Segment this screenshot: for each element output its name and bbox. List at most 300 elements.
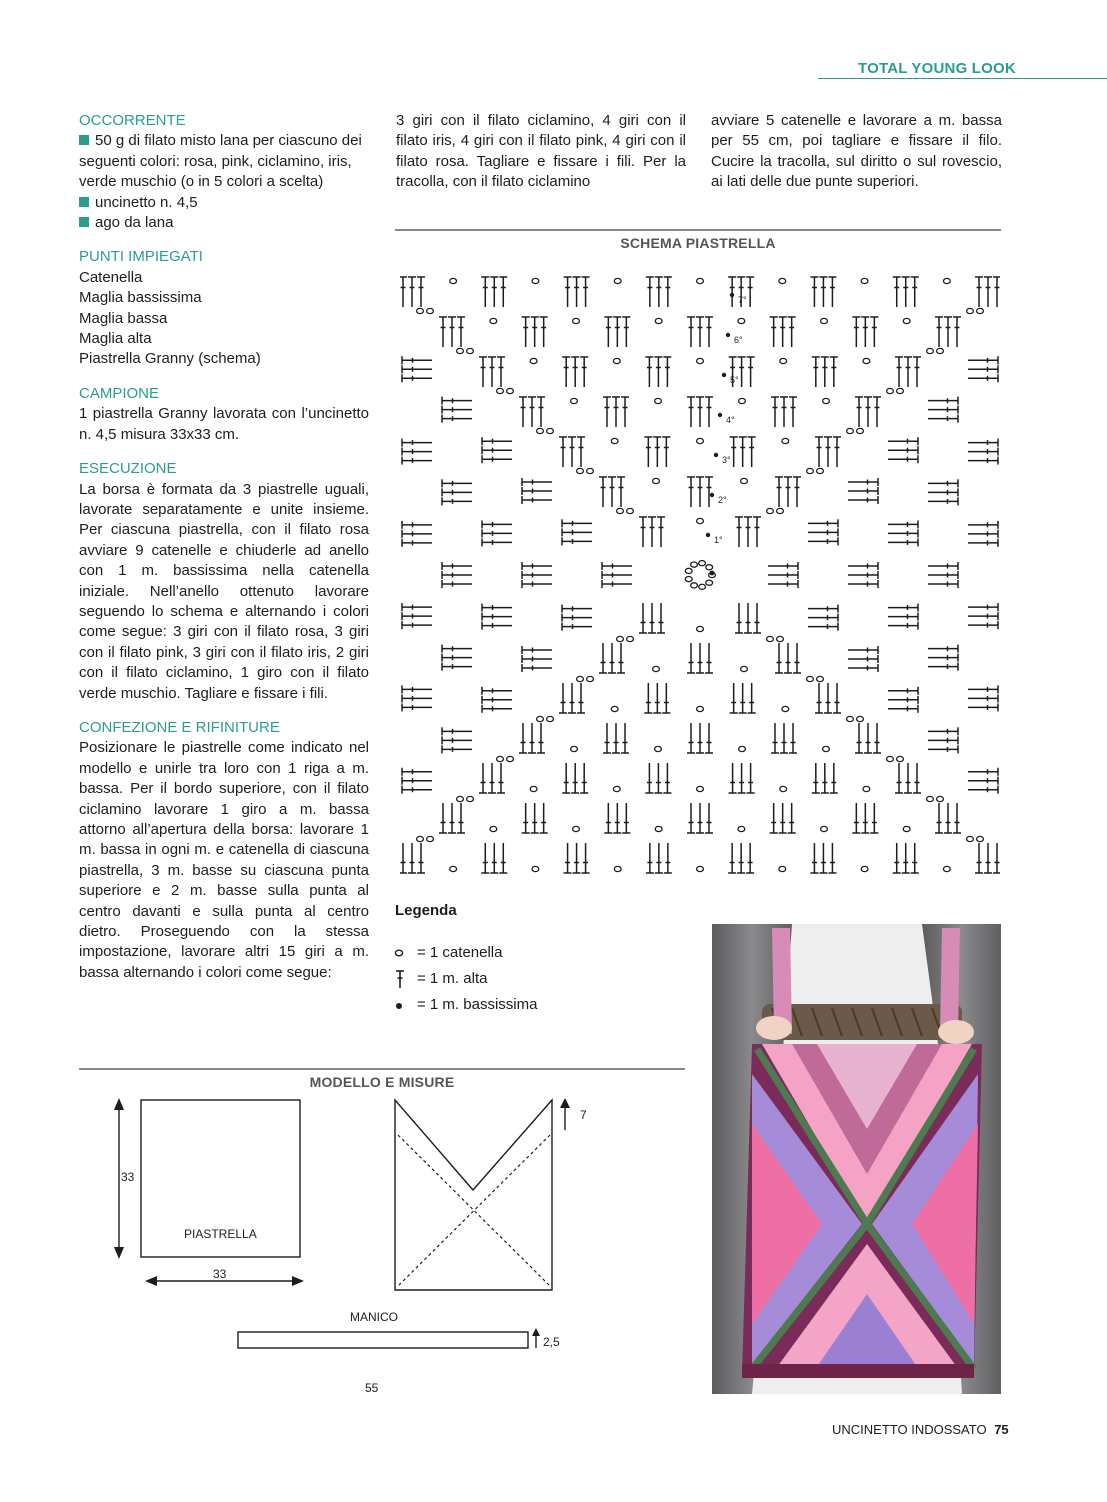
alta-symbol <box>687 317 695 347</box>
alta-symbol <box>873 723 881 753</box>
maglia-alta-icon <box>393 969 417 989</box>
alta-symbol <box>848 562 878 570</box>
alta-symbol <box>562 537 592 545</box>
alta-symbol <box>852 803 860 833</box>
alta-symbol <box>911 843 919 873</box>
alta-symbol <box>417 277 425 307</box>
catenella-symbol <box>571 746 578 751</box>
alta-symbol <box>442 415 472 423</box>
catenella-symbol <box>547 428 554 433</box>
catenella-symbol <box>450 866 457 871</box>
alta-symbol <box>888 705 918 713</box>
alta-symbol <box>895 763 903 793</box>
alta-symbol <box>904 357 912 387</box>
alta-symbol <box>482 520 512 528</box>
alta-symbol <box>928 397 958 405</box>
punti-item: Maglia alta <box>79 330 152 348</box>
alta-symbol <box>617 643 625 673</box>
catenella-symbol <box>780 358 787 363</box>
alta-symbol <box>580 357 588 387</box>
alta-symbol <box>442 488 472 496</box>
catenella-symbol <box>697 278 704 283</box>
bag-photo <box>712 924 1001 1394</box>
catenella-symbol <box>823 398 830 403</box>
alta-symbol <box>913 357 921 387</box>
alta-symbol <box>439 803 447 833</box>
alta-symbol <box>608 477 616 507</box>
column-middle-text: 3 giri con il filato ciclamino, 4 giri con il filato iris, 4 giri con il filato pink, 4 giri con il filato rosa. Tagliare e fissare i fili. Per la tracolla, con il filato ciclamino <box>396 112 686 191</box>
alta-symbol <box>928 580 958 588</box>
catenella-symbol <box>697 626 704 631</box>
alta-symbol <box>522 562 552 570</box>
alta-symbol <box>687 803 695 833</box>
alta-symbol <box>687 397 695 427</box>
catenella-symbol <box>530 358 537 363</box>
alta-symbol <box>911 277 919 307</box>
alta-symbol <box>888 455 918 463</box>
tile-width-label: 33 <box>213 1267 227 1281</box>
punti-item: Maglia bassissima <box>79 289 202 307</box>
catenella-symbol <box>655 746 662 751</box>
catenella-symbol <box>779 866 786 871</box>
alta-symbol <box>819 277 827 307</box>
catenella-symbol <box>427 308 434 313</box>
catenella-symbol <box>739 746 746 751</box>
alta-symbol <box>490 843 498 873</box>
alta-symbol <box>653 437 661 467</box>
catenella-symbol <box>467 796 474 801</box>
catenella-symbol <box>627 508 634 513</box>
catenella-symbol <box>497 388 504 393</box>
alta-symbol <box>488 763 496 793</box>
legend <box>393 940 537 1018</box>
catenella-symbol <box>863 786 870 791</box>
alta-symbol <box>968 777 998 785</box>
alta-symbol <box>828 843 836 873</box>
alta-symbol <box>562 605 592 613</box>
alta-symbol <box>559 683 567 713</box>
alta-symbol <box>913 763 921 793</box>
alta-symbol <box>848 664 878 672</box>
legend-label: = 1 m. bassissima <box>417 996 538 1013</box>
catenella-symbol <box>417 836 424 841</box>
catenella-symbol <box>937 796 944 801</box>
occorrente-item: 50 g di filato misto lana per ciascuno dei seguenti colori: rosa, pink, ciclamino, iris, verde muschio (o in 5 colori a scelta) <box>79 131 369 192</box>
catenella-symbol <box>537 716 544 721</box>
catenella-symbol <box>617 636 624 641</box>
alta-symbol <box>646 277 654 307</box>
alta-symbol <box>402 457 432 465</box>
catenella-symbol <box>977 836 984 841</box>
bassissima-symbol <box>726 333 730 337</box>
alta-symbol <box>968 603 998 611</box>
alta-symbol <box>621 397 629 427</box>
strap-label: MANICO <box>350 1310 398 1324</box>
alta-symbol <box>746 843 754 873</box>
alta-symbol <box>602 562 632 570</box>
alta-symbol <box>522 317 530 347</box>
catenella-symbol <box>927 348 934 353</box>
alta-symbol <box>895 357 903 387</box>
catenella-symbol <box>691 562 698 567</box>
alta-symbol <box>482 529 512 537</box>
schema-rule <box>395 229 1001 231</box>
alta-symbol <box>577 683 585 713</box>
alta-symbol <box>482 604 512 612</box>
alta-symbol <box>928 479 958 487</box>
catenella-symbol <box>497 756 504 761</box>
alta-symbol <box>612 397 620 427</box>
alta-symbol <box>888 687 918 695</box>
alta-symbol <box>928 562 958 570</box>
catenella-symbol <box>697 518 704 523</box>
occorrente-title: OCCORRENTE <box>79 112 186 129</box>
round-label: 5° <box>730 375 739 385</box>
catenella-symbol <box>587 676 594 681</box>
catenella-symbol <box>863 358 870 363</box>
alta-symbol <box>522 580 552 588</box>
alta-symbol <box>402 694 432 702</box>
alta-symbol <box>448 317 456 347</box>
alta-symbol <box>442 645 472 653</box>
bassissima-symbol <box>710 493 714 497</box>
alta-symbol <box>522 646 552 654</box>
catenella-symbol <box>653 666 660 671</box>
alta-symbol <box>564 843 572 873</box>
punti-item: Catenella <box>79 268 143 286</box>
alta-symbol <box>812 357 820 387</box>
catenella-symbol <box>887 388 894 393</box>
alta-symbol <box>663 357 671 387</box>
alta-symbol <box>705 643 713 673</box>
column-left <box>79 111 369 983</box>
alta-symbol <box>499 843 507 873</box>
alta-symbol <box>402 786 432 794</box>
alta-symbol <box>753 603 761 633</box>
alta-symbol <box>402 703 432 711</box>
alta-symbol <box>928 488 958 496</box>
catenella-symbol <box>697 786 704 791</box>
alta-symbol <box>522 803 530 833</box>
alta-symbol <box>402 777 432 785</box>
alta-symbol <box>824 683 832 713</box>
punti-item: Piastrella Granny (schema) <box>79 350 261 368</box>
catenella-symbol <box>943 278 950 283</box>
alta-symbol <box>808 605 838 613</box>
alta-symbol <box>522 571 552 579</box>
alta-symbol <box>788 317 796 347</box>
bassissima-symbol <box>710 571 715 576</box>
alta-symbol <box>810 277 818 307</box>
alta-symbol <box>562 623 592 631</box>
alta-symbol <box>848 478 878 486</box>
alta-symbol <box>855 723 863 753</box>
alta-symbol <box>808 528 838 536</box>
alta-symbol <box>562 519 592 527</box>
catenella-symbol <box>617 508 624 513</box>
bassissima-symbol <box>730 293 734 297</box>
alta-symbol <box>519 723 527 753</box>
alta-symbol <box>861 803 869 833</box>
legend-row <box>393 940 537 966</box>
alta-symbol <box>729 763 737 793</box>
alta-symbol <box>442 571 472 579</box>
alta-symbol <box>888 604 918 612</box>
catenella-symbol <box>821 318 828 323</box>
catenella-symbol <box>817 676 824 681</box>
alta-symbol <box>830 763 838 793</box>
alta-symbol <box>482 446 512 454</box>
catenella-symbol <box>777 508 784 513</box>
alta-symbol <box>705 317 713 347</box>
catenella-symbol <box>927 796 934 801</box>
alta-symbol <box>821 763 829 793</box>
catenella-symbol <box>573 318 580 323</box>
alta-symbol <box>537 397 545 427</box>
alta-symbol <box>402 685 432 693</box>
alta-symbol <box>402 612 432 620</box>
alta-symbol <box>848 580 878 588</box>
alta-symbol <box>654 763 662 793</box>
alta-symbol <box>612 723 620 753</box>
round-label: 4° <box>726 415 735 425</box>
catenella-symbol <box>782 706 789 711</box>
alta-symbol <box>746 277 754 307</box>
alta-symbol <box>519 397 527 427</box>
alta-symbol <box>687 643 695 673</box>
alta-symbol <box>439 317 447 347</box>
esecuzione-text: La borsa è formata da 3 piastrelle uguali, lavorate separatamente e unite insieme. Per ciascuna piastrella, con il filato rosa avviare 9 catenelle e chiuderle ad anello con 1 m. bassissima nella catenella iniziale. Nell’anello ottenuto lavorare seguendo lo schema e alternando i colori come segue: 3 giri con il filato rosa, 3 giri con il filato pink, 3 giri con il filato iris, 2 giri con il filato ciclamino, 1 giro con il filato verde muschio. Tagliare e fissare i fili. <box>79 480 369 702</box>
footer <box>832 1422 1009 1437</box>
alta-symbol <box>739 683 747 713</box>
alta-symbol <box>848 646 878 654</box>
alta-symbol <box>479 763 487 793</box>
alta-symbol <box>968 768 998 776</box>
alta-symbol <box>705 723 713 753</box>
alta-symbol <box>784 477 792 507</box>
alta-symbol <box>705 477 713 507</box>
catenella-symbol <box>655 826 662 831</box>
alta-symbol <box>696 803 704 833</box>
alta-symbol <box>482 538 512 546</box>
alta-symbol <box>582 843 590 873</box>
catenella-symbol <box>739 398 746 403</box>
alta-symbol <box>928 745 958 753</box>
alta-symbol <box>744 603 752 633</box>
catenella-symbol <box>611 706 618 711</box>
legend-title: Legenda <box>395 902 457 919</box>
round-label: 1° <box>714 535 723 545</box>
alta-symbol <box>730 437 738 467</box>
alta-symbol <box>968 539 998 547</box>
alta-symbol <box>848 496 878 504</box>
alta-symbol <box>402 356 432 364</box>
alta-symbol <box>737 843 745 873</box>
catenella-symbol <box>903 318 910 323</box>
alta-symbol <box>602 580 632 588</box>
granny-chart <box>400 270 1000 890</box>
catenella-symbol <box>767 508 774 513</box>
alta-symbol <box>768 580 798 588</box>
catenella-symbol <box>613 358 620 363</box>
alta-symbol <box>655 843 663 873</box>
alta-symbol <box>408 843 416 873</box>
alta-symbol <box>873 397 881 427</box>
catenella-icon <box>393 943 417 963</box>
occorrente-item: ago da lana <box>79 213 369 233</box>
modello-caption: MODELLO E MISURE <box>309 1074 455 1090</box>
alta-symbol <box>748 683 756 713</box>
alta-symbol <box>928 406 958 414</box>
alta-symbol <box>482 687 512 695</box>
alta-symbol <box>935 317 943 347</box>
alta-symbol <box>968 685 998 693</box>
alta-symbol <box>537 723 545 753</box>
alta-symbol <box>577 437 585 467</box>
alta-symbol <box>935 803 943 833</box>
alta-symbol <box>888 446 918 454</box>
catenella-symbol <box>530 786 537 791</box>
alta-symbol <box>442 663 472 671</box>
catenella-symbol <box>457 348 464 353</box>
alta-symbol <box>490 277 498 307</box>
alta-symbol <box>828 277 836 307</box>
alta-symbol <box>738 763 746 793</box>
alta-symbol <box>442 397 472 405</box>
alta-symbol <box>775 477 783 507</box>
round-label: 7° <box>738 295 747 305</box>
alta-symbol <box>747 763 755 793</box>
alta-symbol <box>639 517 647 547</box>
section-tag: TOTAL YOUNG LOOK <box>858 60 1016 77</box>
alta-symbol <box>888 696 918 704</box>
alta-symbol <box>644 437 652 467</box>
alta-symbol <box>644 683 652 713</box>
catenella-symbol <box>699 561 706 566</box>
alta-symbol <box>824 437 832 467</box>
alta-symbol <box>812 763 820 793</box>
catenella-symbol <box>577 468 584 473</box>
alta-symbol <box>657 603 665 633</box>
alta-symbol <box>821 357 829 387</box>
alta-symbol <box>662 437 670 467</box>
alta-symbol <box>664 843 672 873</box>
catenella-symbol <box>532 866 539 871</box>
alta-symbol <box>730 683 738 713</box>
alta-symbol <box>928 645 958 653</box>
alta-symbol <box>904 763 912 793</box>
alta-symbol <box>497 357 505 387</box>
catenella-symbol <box>782 438 789 443</box>
alta-symbol <box>968 374 998 382</box>
alta-symbol <box>482 705 512 713</box>
alta-symbol <box>953 317 961 347</box>
alta-symbol <box>488 357 496 387</box>
catenella-symbol <box>857 428 864 433</box>
legend-row <box>393 992 537 1018</box>
alta-symbol <box>603 723 611 753</box>
size-diagram <box>95 1090 615 1400</box>
alta-symbol <box>793 643 801 673</box>
alta-symbol <box>402 621 432 629</box>
bag-height-label: 7 <box>580 1108 587 1122</box>
strap-length-label: 55 <box>365 1381 379 1395</box>
alta-symbol <box>975 843 983 873</box>
alta-symbol <box>522 655 552 663</box>
alta-symbol <box>482 622 512 630</box>
alta-symbol <box>582 277 590 307</box>
catenella-symbol <box>490 318 497 323</box>
page-number: 75 <box>994 1422 1009 1437</box>
alta-symbol <box>779 317 787 347</box>
alta-symbol <box>562 528 592 536</box>
alta-symbol <box>928 415 958 423</box>
alta-symbol <box>953 803 961 833</box>
alta-symbol <box>562 763 570 793</box>
alta-symbol <box>984 843 992 873</box>
alta-symbol <box>522 664 552 672</box>
round-label: 6° <box>734 335 743 345</box>
alta-symbol <box>402 448 432 456</box>
catenella-symbol <box>967 308 974 313</box>
occorrente-item: uncinetto n. 4,5 <box>79 193 369 213</box>
catenella-symbol <box>697 706 704 711</box>
alta-symbol <box>599 477 607 507</box>
alta-symbol <box>902 277 910 307</box>
alta-symbol <box>744 517 752 547</box>
alta-symbol <box>568 683 576 713</box>
alta-symbol <box>753 517 761 547</box>
alta-symbol <box>768 562 798 570</box>
catenella-symbol <box>821 826 828 831</box>
round-label: 2° <box>718 495 727 505</box>
alta-symbol <box>888 437 918 445</box>
alta-symbol <box>944 803 952 833</box>
alta-symbol <box>531 317 539 347</box>
alta-symbol <box>648 603 656 633</box>
alta-symbol <box>810 843 818 873</box>
catenella-symbol <box>937 348 944 353</box>
catenella-symbol <box>532 278 539 283</box>
alta-symbol <box>481 277 489 307</box>
alta-symbol <box>993 277 1000 307</box>
catenella-symbol <box>823 746 830 751</box>
catenella-symbol <box>887 756 894 761</box>
alta-symbol <box>531 803 539 833</box>
campione-title: CAMPIONE <box>79 384 160 402</box>
alta-symbol <box>788 803 796 833</box>
catenella-symbol <box>977 308 984 313</box>
catenella-symbol <box>573 826 580 831</box>
alta-symbol <box>580 763 588 793</box>
catenella-symbol <box>457 796 464 801</box>
catenella-symbol <box>450 278 457 283</box>
alta-symbol <box>984 277 992 307</box>
alta-symbol <box>522 478 552 486</box>
alta-symbol <box>833 683 841 713</box>
alta-symbol <box>654 357 662 387</box>
bag-outline <box>395 1100 552 1290</box>
alta-symbol <box>888 622 918 630</box>
alta-symbol <box>662 683 670 713</box>
alta-symbol <box>646 843 654 873</box>
alta-symbol <box>696 397 704 427</box>
alta-symbol <box>696 477 704 507</box>
alta-symbol <box>993 843 1000 873</box>
alta-symbol <box>402 768 432 776</box>
alta-symbol <box>728 277 736 307</box>
esecuzione-title: ESECUZIONE <box>79 460 177 478</box>
